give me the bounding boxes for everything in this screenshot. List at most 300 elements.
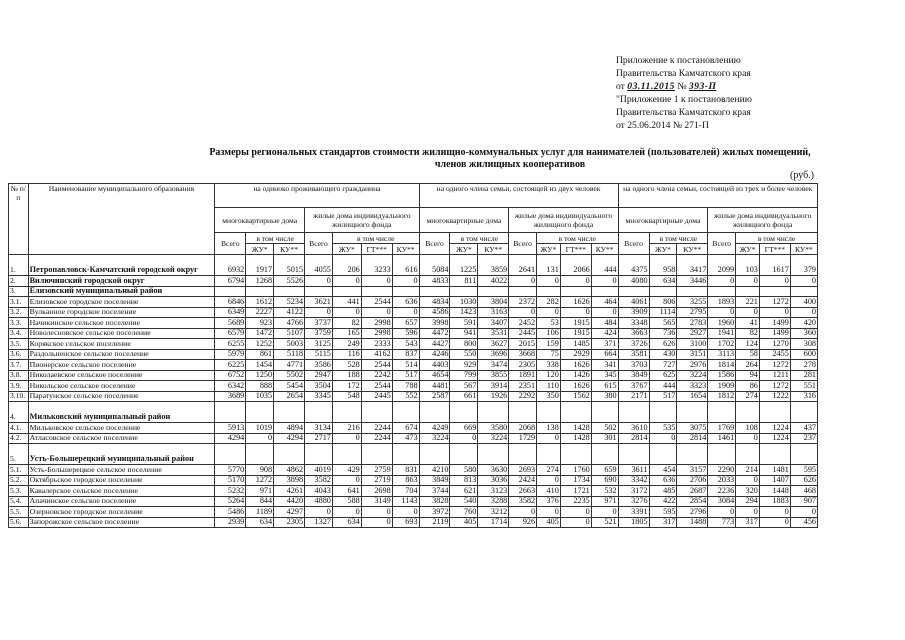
municipality-name: Усть-Большерецкий муниципальный район (28, 444, 215, 465)
value-cell: 437 (790, 423, 817, 434)
value-cell: 1019 (246, 423, 274, 434)
row-number: 3.1. (9, 297, 29, 308)
value-cell: 3446 (677, 276, 708, 287)
subheader-gt: ГТ*** (361, 244, 392, 255)
value-cell: 0 (649, 433, 677, 444)
table-row (9, 433, 818, 444)
subheader-izhs: жилые дома индивидуального жилищного фонда (708, 208, 818, 233)
value-cell: 456 (790, 517, 817, 528)
value-cell: 3172 (618, 486, 649, 497)
value-cell: 0 (332, 276, 361, 287)
value-cell: 3113 (708, 349, 736, 360)
value-cell: 0 (591, 307, 618, 318)
value-cell: 3859 (478, 255, 509, 276)
value-cell (274, 286, 305, 297)
value-cell: 1760 (560, 465, 591, 476)
value-cell: 317 (649, 517, 677, 528)
value-cell: 3288 (478, 496, 509, 507)
value-cell: 371 (591, 339, 618, 350)
value-cell: 3531 (478, 328, 509, 339)
value-cell: 1909 (708, 381, 736, 392)
value-cell: 5770 (215, 465, 246, 476)
value-cell: 532 (591, 486, 618, 497)
value-cell: 2242 (361, 370, 392, 381)
value-cell (560, 286, 591, 297)
value-cell: 3084 (708, 496, 736, 507)
value-cell: 1805 (618, 517, 649, 528)
subheader-mkd: многоквартирные дома (419, 208, 509, 233)
value-cell: 3212 (478, 507, 509, 518)
table-row (9, 286, 818, 297)
value-cell: 3407 (478, 318, 509, 329)
value-cell: 6579 (215, 328, 246, 339)
value-cell: 2654 (274, 391, 305, 402)
value-cell: 3726 (618, 339, 649, 350)
value-cell: 0 (305, 276, 333, 287)
value-cell: 3149 (361, 496, 392, 507)
value-cell: 3737 (305, 318, 333, 329)
value-cell: 0 (560, 276, 591, 287)
value-cell: 550 (450, 349, 478, 360)
subheader-including: в том числе (246, 233, 305, 244)
municipality-name: Елизовский муниципальный район (28, 286, 215, 297)
municipality-name: Начикинское сельское поселение (28, 318, 215, 329)
value-cell: 626 (649, 339, 677, 350)
appendix-line-6: от 25.06.2014 № 271-П (616, 120, 709, 131)
value-cell: 0 (708, 276, 736, 287)
value-cell: 3323 (677, 381, 708, 392)
value-cell: 3224 (419, 433, 450, 444)
municipality-name: Кавалерское сельское поселение (28, 486, 215, 497)
value-cell: 4472 (419, 328, 450, 339)
value-cell: 1485 (560, 339, 591, 350)
value-cell: 861 (246, 349, 274, 360)
value-cell: 0 (509, 276, 537, 287)
row-number: 3.8. (9, 370, 29, 381)
subheader-total: Всего (509, 233, 537, 255)
value-cell: 0 (332, 433, 361, 444)
value-cell: 0 (736, 276, 760, 287)
value-cell: 4210 (419, 465, 450, 476)
value-cell (305, 444, 333, 465)
value-cell: 3759 (305, 328, 333, 339)
value-cell: 0 (361, 276, 392, 287)
subheader-ku: КУ** (591, 244, 618, 255)
value-cell: 338 (537, 360, 561, 371)
col-header-name: Наименование муниципального образования (28, 184, 215, 255)
value-cell: 1428 (560, 423, 591, 434)
municipality-name: Мильковский муниципальный район (28, 402, 215, 423)
value-cell: 454 (649, 465, 677, 476)
municipality-name: Запорожское сельское поселение (28, 517, 215, 528)
value-cell: 1499 (759, 328, 790, 339)
appendix-line-4: "Приложение 1 к постановлению (616, 94, 752, 105)
value-cell: 1272 (759, 381, 790, 392)
value-cell (759, 402, 790, 423)
value-cell: 405 (450, 517, 478, 528)
value-cell: 2976 (677, 360, 708, 371)
value-cell: 1488 (677, 517, 708, 528)
value-cell: 3898 (274, 475, 305, 486)
table-row (9, 496, 818, 507)
value-cell: 3696 (478, 349, 509, 360)
value-cell: 813 (450, 475, 478, 486)
value-cell (509, 286, 537, 297)
value-cell: 0 (790, 307, 817, 318)
value-cell: 0 (392, 276, 419, 287)
subheader-zhu: ЖУ* (537, 244, 561, 255)
table-row (9, 475, 818, 486)
col-header-no: № п/п (9, 184, 29, 255)
value-cell (677, 444, 708, 465)
value-cell: 216 (332, 423, 361, 434)
value-cell: 473 (392, 433, 419, 444)
value-cell (332, 286, 361, 297)
value-cell: 5486 (215, 507, 246, 518)
value-cell: 2854 (677, 496, 708, 507)
value-cell (790, 402, 817, 423)
municipality-name: Вилючинский городской округ (28, 276, 215, 287)
municipality-name: Паратунское сельское поселение (28, 391, 215, 402)
value-cell: 2445 (361, 391, 392, 402)
value-cell: 4375 (618, 255, 649, 276)
value-cell: 0 (736, 433, 760, 444)
value-cell: 6794 (215, 276, 246, 287)
value-cell: 1114 (649, 307, 677, 318)
value-cell: 0 (509, 307, 537, 318)
subheader-zhu: ЖУ* (332, 244, 361, 255)
value-cell: 641 (332, 486, 361, 497)
value-cell: 3855 (478, 370, 509, 381)
value-cell: 4261 (274, 486, 305, 497)
value-cell: 376 (537, 496, 561, 507)
value-cell: 657 (392, 318, 419, 329)
value-cell: 528 (332, 360, 361, 371)
value-cell: 2544 (361, 297, 392, 308)
value-cell (736, 286, 760, 297)
value-cell: 2305 (509, 360, 537, 371)
value-cell: 444 (591, 255, 618, 276)
row-number: 3.6. (9, 349, 29, 360)
value-cell: 3586 (305, 360, 333, 371)
value-cell: 1407 (759, 475, 790, 486)
value-cell: 124 (736, 339, 760, 350)
subheader-total: Всего (708, 233, 736, 255)
value-cell: 971 (246, 486, 274, 497)
value-cell: 3630 (478, 465, 509, 476)
value-cell: 806 (649, 297, 677, 308)
value-cell: 1035 (246, 391, 274, 402)
subheader-total: Всего (305, 233, 333, 255)
value-cell: 341 (591, 360, 618, 371)
value-cell: 0 (305, 507, 333, 518)
value-cell: 6752 (215, 370, 246, 381)
row-number: 5. (9, 444, 29, 465)
row-number: 3.5. (9, 339, 29, 350)
value-cell: 2998 (361, 318, 392, 329)
value-cell: 888 (246, 381, 274, 392)
value-cell: 565 (649, 318, 677, 329)
table-row (9, 297, 818, 308)
municipality-name: Никольское сельское поселение (28, 381, 215, 392)
value-cell: 0 (759, 507, 790, 518)
value-cell: 3610 (618, 423, 649, 434)
value-cell: 4586 (419, 307, 450, 318)
value-cell: 345 (591, 370, 618, 381)
value-cell: 626 (790, 475, 817, 486)
value-cell: 86 (736, 381, 760, 392)
value-cell (392, 402, 419, 423)
value-cell: 2099 (708, 255, 736, 276)
value-cell: 274 (736, 391, 760, 402)
value-cell: 4481 (419, 381, 450, 392)
value-cell: 5232 (215, 486, 246, 497)
value-cell: 1626 (560, 360, 591, 371)
row-number: 3. (9, 286, 29, 297)
row-number: 5.2. (9, 475, 29, 486)
value-cell: 588 (332, 496, 361, 507)
value-cell: 636 (392, 297, 419, 308)
value-cell: 53 (537, 318, 561, 329)
value-cell (560, 444, 591, 465)
value-cell: 172 (332, 381, 361, 392)
municipality-name: Мильковское сельское поселение (28, 423, 215, 434)
value-cell: 3342 (618, 475, 649, 486)
value-cell: 736 (649, 328, 677, 339)
value-cell: 3828 (419, 496, 450, 507)
value-cell: 5107 (274, 328, 305, 339)
value-cell: 1272 (759, 360, 790, 371)
value-cell: 1030 (450, 297, 478, 308)
value-cell (215, 402, 246, 423)
value-cell: 2719 (361, 475, 392, 486)
value-cell: 6932 (215, 255, 246, 276)
value-cell: 2927 (677, 328, 708, 339)
value-cell: 360 (790, 328, 817, 339)
document-title: Размеры региональных стандартов стоимости жилищно-коммунальных услуг для нанимателей (пользователей) жилых помещений, членов жилищных кооперативов (209, 147, 811, 170)
table-row (9, 318, 818, 329)
value-cell: 634 (246, 517, 274, 528)
value-cell (509, 444, 537, 465)
value-cell: 580 (450, 465, 478, 476)
subheader-mkd: многоквартирные дома (618, 208, 708, 233)
value-cell: 420 (790, 318, 817, 329)
value-cell: 4294 (215, 433, 246, 444)
value-cell: 120 (537, 370, 561, 381)
municipality-name: Атласовское сельское поселение (28, 433, 215, 444)
municipality-name: Новолесновское сельское поселение (28, 328, 215, 339)
value-cell: 1734 (560, 475, 591, 486)
value-cell: 405 (537, 517, 561, 528)
value-cell: 3345 (305, 391, 333, 402)
value-cell: 221 (736, 297, 760, 308)
value-cell: 206 (332, 255, 361, 276)
municipality-name: Октябрьское городское поселение (28, 475, 215, 486)
table-row (9, 360, 818, 371)
value-cell (361, 444, 392, 465)
value-cell: 3224 (478, 433, 509, 444)
value-cell: 4122 (274, 307, 305, 318)
value-cell: 3504 (305, 381, 333, 392)
value-cell: 3582 (305, 475, 333, 486)
value-cell: 5084 (419, 255, 450, 276)
value-cell: 621 (450, 486, 478, 497)
row-number: 2. (9, 276, 29, 287)
value-cell: 110 (537, 381, 561, 392)
value-cell: 4061 (618, 297, 649, 308)
municipality-name: Раздольненское сельское поселение (28, 349, 215, 360)
value-cell: 2066 (560, 255, 591, 276)
value-cell: 0 (392, 307, 419, 318)
row-number: 5.6. (9, 517, 29, 528)
value-cell (759, 286, 790, 297)
value-cell: 674 (392, 423, 419, 434)
value-cell: 94 (736, 370, 760, 381)
value-cell: 0 (537, 507, 561, 518)
municipality-name: Елизовское городское поселение (28, 297, 215, 308)
value-cell: 1960 (708, 318, 736, 329)
table-body (9, 255, 818, 528)
row-number: 1. (9, 255, 29, 276)
value-cell (736, 444, 760, 465)
value-cell: 485 (649, 486, 677, 497)
value-cell: 464 (591, 297, 618, 308)
value-cell: 3100 (677, 339, 708, 350)
municipality-name: Петропавловск-Камчатский городской округ (28, 255, 215, 276)
value-cell: 430 (649, 349, 677, 360)
value-cell: 0 (560, 307, 591, 318)
value-cell: 2998 (361, 328, 392, 339)
value-cell (537, 402, 561, 423)
value-cell: 400 (790, 297, 817, 308)
value-cell: 317 (736, 517, 760, 528)
value-cell: 0 (392, 507, 419, 518)
value-cell: 1224 (759, 423, 790, 434)
value-cell: 3163 (478, 307, 509, 318)
value-cell: 2452 (509, 318, 537, 329)
row-number: 4.2. (9, 433, 29, 444)
value-cell (618, 444, 649, 465)
value-cell: 3627 (478, 339, 509, 350)
value-cell: 4833 (419, 276, 450, 287)
value-cell: 1721 (560, 486, 591, 497)
value-cell: 3849 (419, 475, 450, 486)
value-cell: 4771 (274, 360, 305, 371)
value-cell: 1729 (509, 433, 537, 444)
subheader-including: в том числе (649, 233, 708, 244)
value-cell: 1626 (560, 381, 591, 392)
value-cell: 540 (450, 496, 478, 507)
value-cell: 4420 (274, 496, 305, 507)
row-number: 3.3. (9, 318, 29, 329)
value-cell: 2641 (509, 255, 537, 276)
table-row (9, 307, 818, 318)
value-cell: 1769 (708, 423, 736, 434)
value-cell: 4403 (419, 360, 450, 371)
value-cell: 1702 (708, 339, 736, 350)
subheader-including: в том числе (332, 233, 419, 244)
value-cell: 958 (649, 255, 677, 276)
value-cell: 1917 (246, 255, 274, 276)
value-cell: 3224 (677, 370, 708, 381)
value-cell: 690 (591, 475, 618, 486)
value-cell: 548 (332, 391, 361, 402)
value-cell: 2119 (419, 517, 450, 528)
value-cell: 2333 (361, 339, 392, 350)
table-row (9, 391, 818, 402)
value-cell: 5115 (305, 349, 333, 360)
subheader-including: в том числе (537, 233, 619, 244)
value-cell: 188 (332, 370, 361, 381)
value-cell: 1252 (246, 339, 274, 350)
value-cell (478, 286, 509, 297)
value-cell: 1893 (708, 297, 736, 308)
table-row (9, 402, 818, 423)
value-cell: 2717 (305, 433, 333, 444)
value-cell: 5170 (215, 475, 246, 486)
value-cell: 2795 (677, 307, 708, 318)
value-cell: 0 (509, 507, 537, 518)
value-cell: 4080 (618, 276, 649, 287)
value-cell: 591 (450, 318, 478, 329)
value-cell (591, 444, 618, 465)
value-cell (537, 444, 561, 465)
value-cell: 1562 (560, 391, 591, 402)
value-cell: 941 (450, 328, 478, 339)
value-cell (419, 444, 450, 465)
row-number: 3.2. (9, 307, 29, 318)
value-cell: 659 (591, 465, 618, 476)
value-cell: 6225 (215, 360, 246, 371)
value-cell: 131 (537, 255, 561, 276)
municipality-name: Корякское сельское поселение (28, 339, 215, 350)
value-cell: 5264 (215, 496, 246, 507)
value-cell: 75 (537, 349, 561, 360)
value-cell: 2244 (361, 433, 392, 444)
subheader-ku: КУ** (274, 244, 305, 255)
value-cell: 1461 (708, 433, 736, 444)
subheader-izhs: жилые дома индивидуального жилищного фонда (305, 208, 419, 233)
value-cell: 1499 (759, 318, 790, 329)
value-cell: 6846 (215, 297, 246, 308)
value-cell: 0 (736, 475, 760, 486)
value-cell: 844 (246, 496, 274, 507)
subheader-gt: ГТ*** (560, 244, 591, 255)
value-cell: 3689 (215, 391, 246, 402)
value-cell (332, 444, 361, 465)
value-cell: 908 (246, 465, 274, 476)
value-cell: 3233 (361, 255, 392, 276)
municipality-name: Вулканное городское поселение (28, 307, 215, 318)
value-cell: 907 (790, 496, 817, 507)
value-cell: 535 (649, 423, 677, 434)
unit-label: (руб.) (790, 170, 814, 181)
subheader-mkd: многоквартирные дома (215, 208, 305, 233)
value-cell: 0 (246, 433, 274, 444)
value-cell: 5502 (274, 370, 305, 381)
value-cell: 1654 (677, 391, 708, 402)
value-cell: 0 (736, 307, 760, 318)
value-cell: 484 (591, 318, 618, 329)
value-cell: 2235 (560, 496, 591, 507)
value-cell: 3134 (305, 423, 333, 434)
value-cell (790, 444, 817, 465)
subheader-zhu: ЖУ* (450, 244, 478, 255)
value-cell: 2947 (305, 370, 333, 381)
value-cell (361, 286, 392, 297)
value-cell: 4246 (419, 349, 450, 360)
value-cell: 4766 (274, 318, 305, 329)
